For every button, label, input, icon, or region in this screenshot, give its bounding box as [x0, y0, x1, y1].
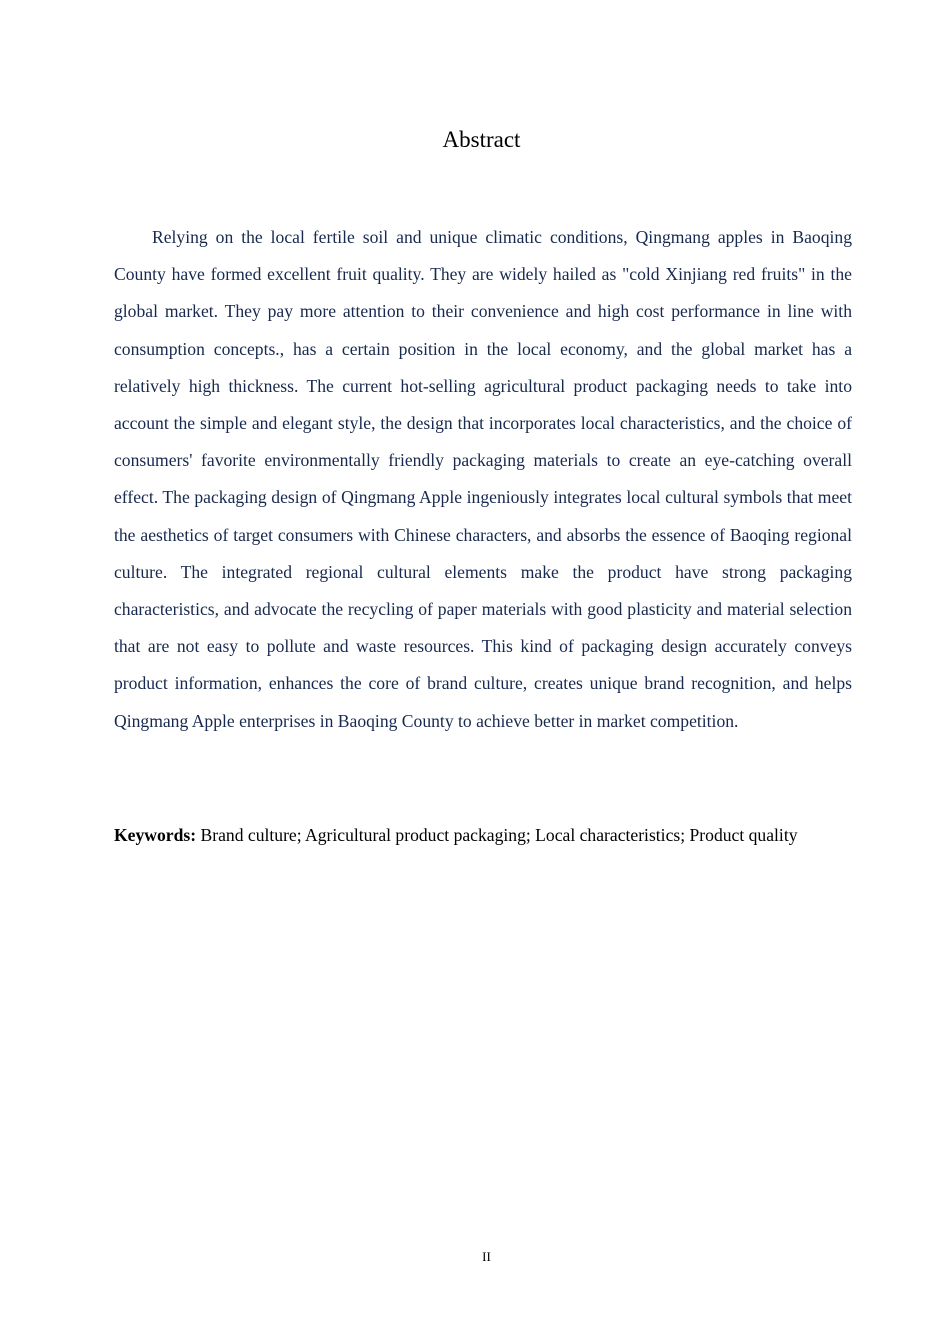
keywords-label: Keywords: — [114, 825, 197, 845]
abstract-paragraph: Relying on the local fertile soil and unique climatic conditions, Qingmang apples in Baoqing County have formed excellent fruit quality. They are widely hailed as "cold Xinjiang red fruits" in the global market. They pay more attention to their convenience and high cost performance in line with consumption concepts., has a certain position in the local economy, and the global market has a relatively high thickness. The current hot-selling agricultural product packaging needs to take into account the simple and elegant style, the design that incorporates local characteristics, and the choice of consumers' favorite environmentally friendly packaging materials to create an eye-catching overall effect. The packaging design of Qingmang Apple ingeniously integrates local cultural symbols that meet the aesthetics of target consumers with Chinese characters, and absorbs the essence of Baoqing regional culture. The integrated regional cultural elements make the product have strong packaging characteristics, and advocate the recycling of paper materials with good plasticity and material selection that are not easy to pollute and waste resources. This kind of packaging design accurately conveys product information, enhances the core of brand culture, creates unique brand recognition, and helps Qingmang Apple enterprises in Baoqing County to achieve better in market competition. — [114, 227, 852, 731]
keywords-text: Brand culture; Agricultural product packaging; Local characteristics; Product quality — [196, 825, 798, 845]
page-number: II — [482, 1249, 491, 1264]
keywords-line — [114, 817, 850, 853]
abstract-title: Abstract — [442, 127, 521, 152]
